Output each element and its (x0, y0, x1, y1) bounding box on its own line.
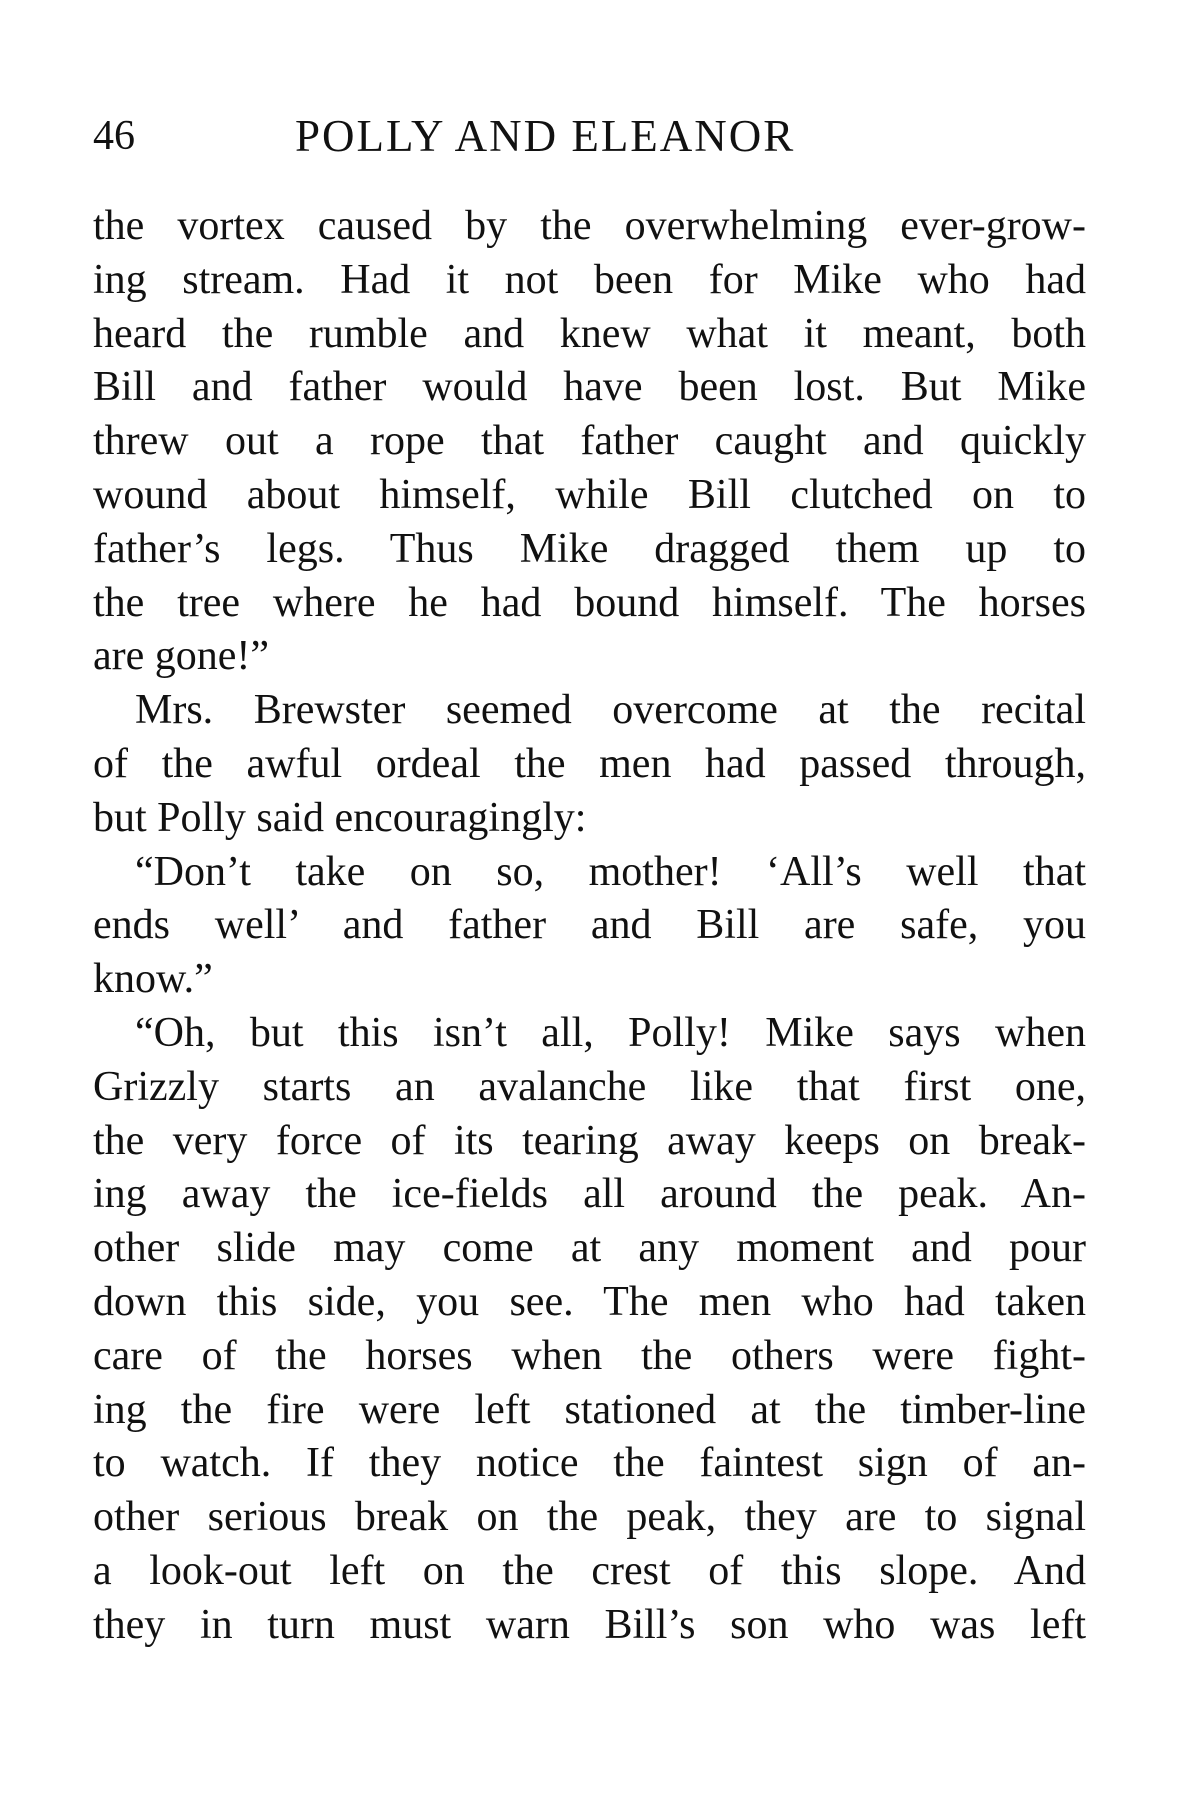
running-head (93, 106, 1083, 166)
text-line: ends well’ and father and Bill are safe, you (93, 902, 1086, 949)
text-line: “Don’t take on so, mother! ‘All’s well that (135, 848, 1086, 895)
text-line: are gone!” (93, 633, 270, 680)
page-number: 46 (93, 113, 135, 159)
text-line: ing the fire were left stationed at the timber-line (93, 1386, 1086, 1433)
text-line: the tree where he had bound himself. The horses (93, 579, 1086, 626)
text-line: ing stream. Had it not been for Mike who had (93, 256, 1086, 303)
text-line: threw out a rope that father caught and quickly (93, 418, 1086, 465)
text-line: of the awful ordeal the men had passed through, (93, 740, 1086, 787)
text-line: heard the rumble and knew what it meant, both (93, 310, 1086, 357)
text-line: wound about himself, while Bill clutched on to (93, 471, 1086, 518)
text-line: other slide may come at any moment and pour (93, 1225, 1086, 1272)
text-line: Bill and father would have been lost. But Mike (93, 364, 1086, 411)
text-line: the vortex caused by the overwhelming ever-grow- (93, 203, 1086, 249)
text-line: the very force of its tearing away keeps on break- (93, 1117, 1086, 1164)
running-title: POLLY AND ELEANOR (295, 111, 796, 161)
body-text (93, 200, 1086, 1653)
text-line: to watch. If they notice the faintest sign of an- (93, 1440, 1086, 1487)
text-line: father’s legs. Thus Mike dragged them up to (93, 525, 1086, 572)
text-line: ing away the ice-fields all around the peak. An- (93, 1171, 1086, 1218)
text-line: Grizzly starts an avalanche like that first one, (93, 1063, 1086, 1110)
text-line: a look-out left on the crest of this slope. And (93, 1547, 1086, 1594)
text-line: but Polly said encouragingly: (93, 794, 587, 841)
text-line: know.” (93, 956, 213, 1003)
text-line: care of the horses when the others were fight- (93, 1332, 1086, 1379)
text-line: other serious break on the peak, they are to signal (93, 1494, 1086, 1541)
text-line: they in turn must warn Bill’s son who was left (93, 1601, 1086, 1648)
text-line: down this side, you see. The men who had taken (93, 1278, 1086, 1325)
text-line: “Oh, but this isn’t all, Polly! Mike says when (135, 1009, 1086, 1056)
text-line: Mrs. Brewster seemed overcome at the recital (135, 687, 1086, 734)
